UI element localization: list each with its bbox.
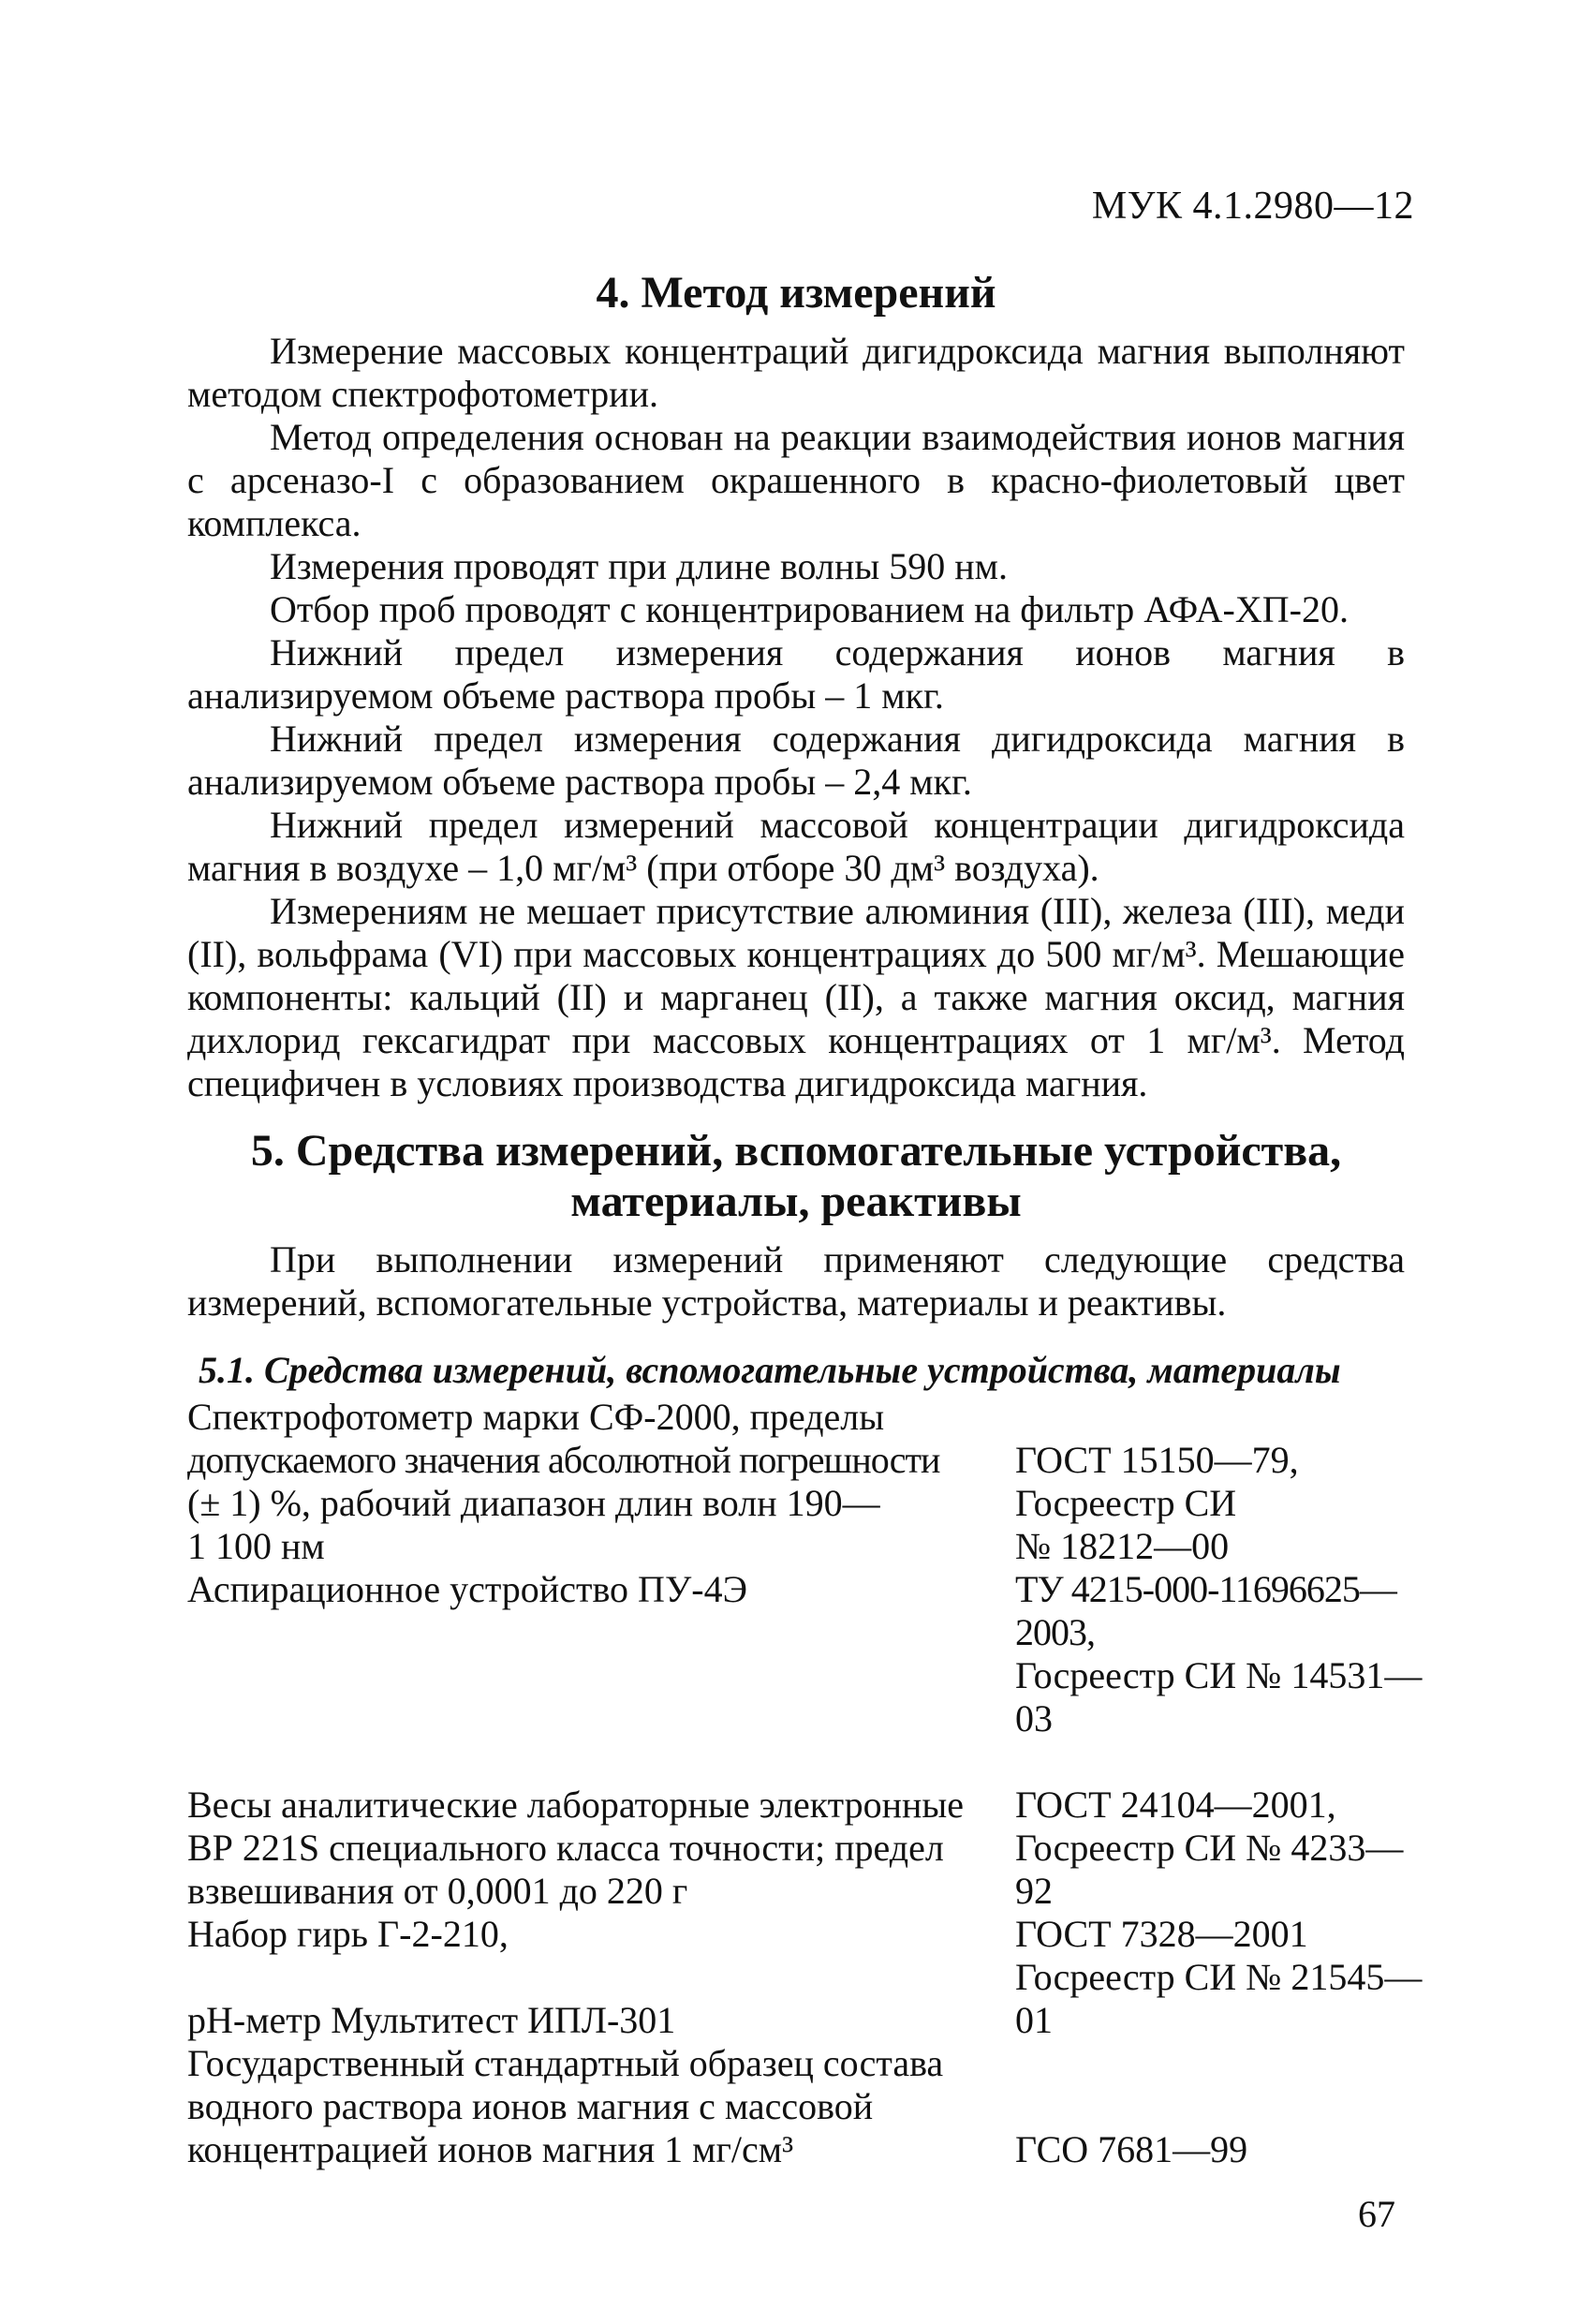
document-code: МУК 4.1.2980—12	[1091, 185, 1414, 228]
equipment-name	[187, 1740, 1011, 1913]
equipment-standard-line: ГОСТ 24104—2001,	[1015, 1784, 1336, 1826]
section-4-paragraph: Метод определения основан на реакции взаимодействия ионов магния с арсеназо-I с образованием окрашенного в красно-фиолетовый цвет комплекса.	[187, 416, 1405, 544]
equipment-row	[187, 1568, 1423, 1740]
section-4-paragraph: Отбор проб проводят с концентрированием на фильтр АФА-ХП-20.	[270, 588, 1349, 630]
equipment-standard-line: Госреестр СИ № 21545—01	[1015, 1956, 1423, 2041]
equipment-row	[187, 1913, 1423, 1956]
equipment-standard-line: ГОСТ 15150—79,	[1015, 1439, 1299, 1481]
equipment-row	[187, 2042, 1423, 2171]
equipment-name-line: Спектрофотометр марки СФ-2000, пределы	[187, 1396, 885, 1438]
equipment-standard-line: ГОСТ 7328—2001	[1015, 1913, 1308, 1955]
equipment-name-line: концентрацией ионов магния 1 мг/см³	[187, 2128, 794, 2170]
equipment-name	[187, 2042, 1011, 2171]
equipment-name-line: 1 100 нм	[187, 1525, 325, 1567]
document-body	[187, 268, 1423, 2171]
section-4-paragraph: Измерение массовых концентраций дигидроксида магния выполняют методом спектрофотометрии.	[187, 330, 1405, 415]
equipment-name-line: допускаемого значения абсолютной погрешности	[187, 1439, 940, 1481]
equipment-standard	[1011, 1396, 1423, 1568]
equipment-name-line: взвешивания от 0,0001 до 220 г	[187, 1870, 688, 1912]
equipment-name	[187, 1956, 1011, 2042]
section-5-title	[187, 1126, 1405, 1227]
equipment-name-line: ВР 221S специального класса точности; предел	[187, 1827, 944, 1869]
equipment-standard-line	[1015, 1396, 1423, 1439]
equipment-name	[187, 1396, 1011, 1568]
equipment-table	[187, 1396, 1423, 2171]
section-4-paragraph: Нижний предел измерения содержания ионов магния в анализируемом объеме раствора пробы – 1 мкг.	[187, 631, 1405, 717]
equipment-name	[187, 1568, 1011, 1740]
equipment-standard-line: Госреестр СИ	[1015, 1482, 1237, 1524]
section-4-paragraph: Измерениям не мешает присутствие алюминия (III), железа (III), меди (II), вольфрама (VI) при массовых концентрациях до 500 мг/м³. Мешающие компоненты: кальций (II) и марганец (II), а также магния оксид, магния дихлорид гексагидрат при массовых концентрациях от 1 мг/м³. Метод специфичен в условиях производства дигидроксида магния.	[187, 890, 1405, 1104]
equipment-standard	[1011, 1740, 1423, 1913]
equipment-name-line: (± 1) %, рабочий диапазон длин волн 190—	[187, 1482, 880, 1524]
equipment-name-line: Государственный стандартный образец состава	[187, 2042, 944, 2084]
equipment-standard	[1011, 1913, 1423, 1956]
equipment-name-line: водного раствора ионов магния с массовой	[187, 2085, 874, 2127]
equipment-row	[187, 1740, 1423, 1913]
page-number: 67	[1358, 2193, 1395, 2235]
equipment-standard	[1011, 2042, 1423, 2171]
equipment-name-line: Набор гирь Г-2-210,	[187, 1913, 509, 1955]
section-5-intro: При выполнении измерений применяют следующие средства измерений, вспомогательные устройства, материалы и реактивы.	[187, 1238, 1405, 1324]
equipment-standard-line: Госреестр СИ № 4233—92	[1015, 1827, 1404, 1912]
equipment-standard-line: ТУ 4215-000-11696625—2003,	[1015, 1568, 1396, 1653]
equipment-standard	[1011, 1956, 1423, 2042]
equipment-standard-line: Госреестр СИ № 14531—03	[1015, 1654, 1423, 1739]
equipment-standard	[1011, 1568, 1423, 1740]
equipment-name	[187, 1913, 1011, 1956]
section-4-paragraph: Измерения проводят при длине волны 590 нм.	[270, 545, 1008, 587]
equipment-name-line: Весы аналитические лабораторные электронные	[187, 1784, 965, 1826]
equipment-standard-line	[1015, 1740, 1423, 1784]
section-4-title: 4. Метод измерений	[596, 268, 996, 318]
equipment-row	[187, 1396, 1423, 1568]
equipment-name-line: Аспирационное устройство ПУ-4Э	[187, 1568, 747, 1610]
section-5-title-line: материалы, реактивы	[570, 1177, 1022, 1226]
equipment-standard-line: ГСО 7681—99	[1015, 2128, 1248, 2170]
equipment-name-line: pH-метр Мультитест ИПЛ-301	[187, 1999, 676, 2041]
section-4-paragraph: Нижний предел измерения содержания дигидроксида магния в анализируемом объеме раствора пробы – 2,4 мкг.	[187, 718, 1405, 803]
section-5-title-line: 5. Средства измерений, вспомогательные устройства,	[250, 1126, 1342, 1176]
equipment-standard-line: № 18212—00	[1015, 1525, 1230, 1567]
section-4-paragraph: Нижний предел измерений массовой концентрации дигидроксида магния в воздухе – 1,0 мг/м³ (при отборе 30 дм³ воздуха).	[187, 804, 1405, 889]
equipment-row	[187, 1956, 1423, 2042]
subsection-5-1-title: 5.1. Средства измерений, вспомогательные устройства, материалы	[199, 1349, 1341, 1391]
